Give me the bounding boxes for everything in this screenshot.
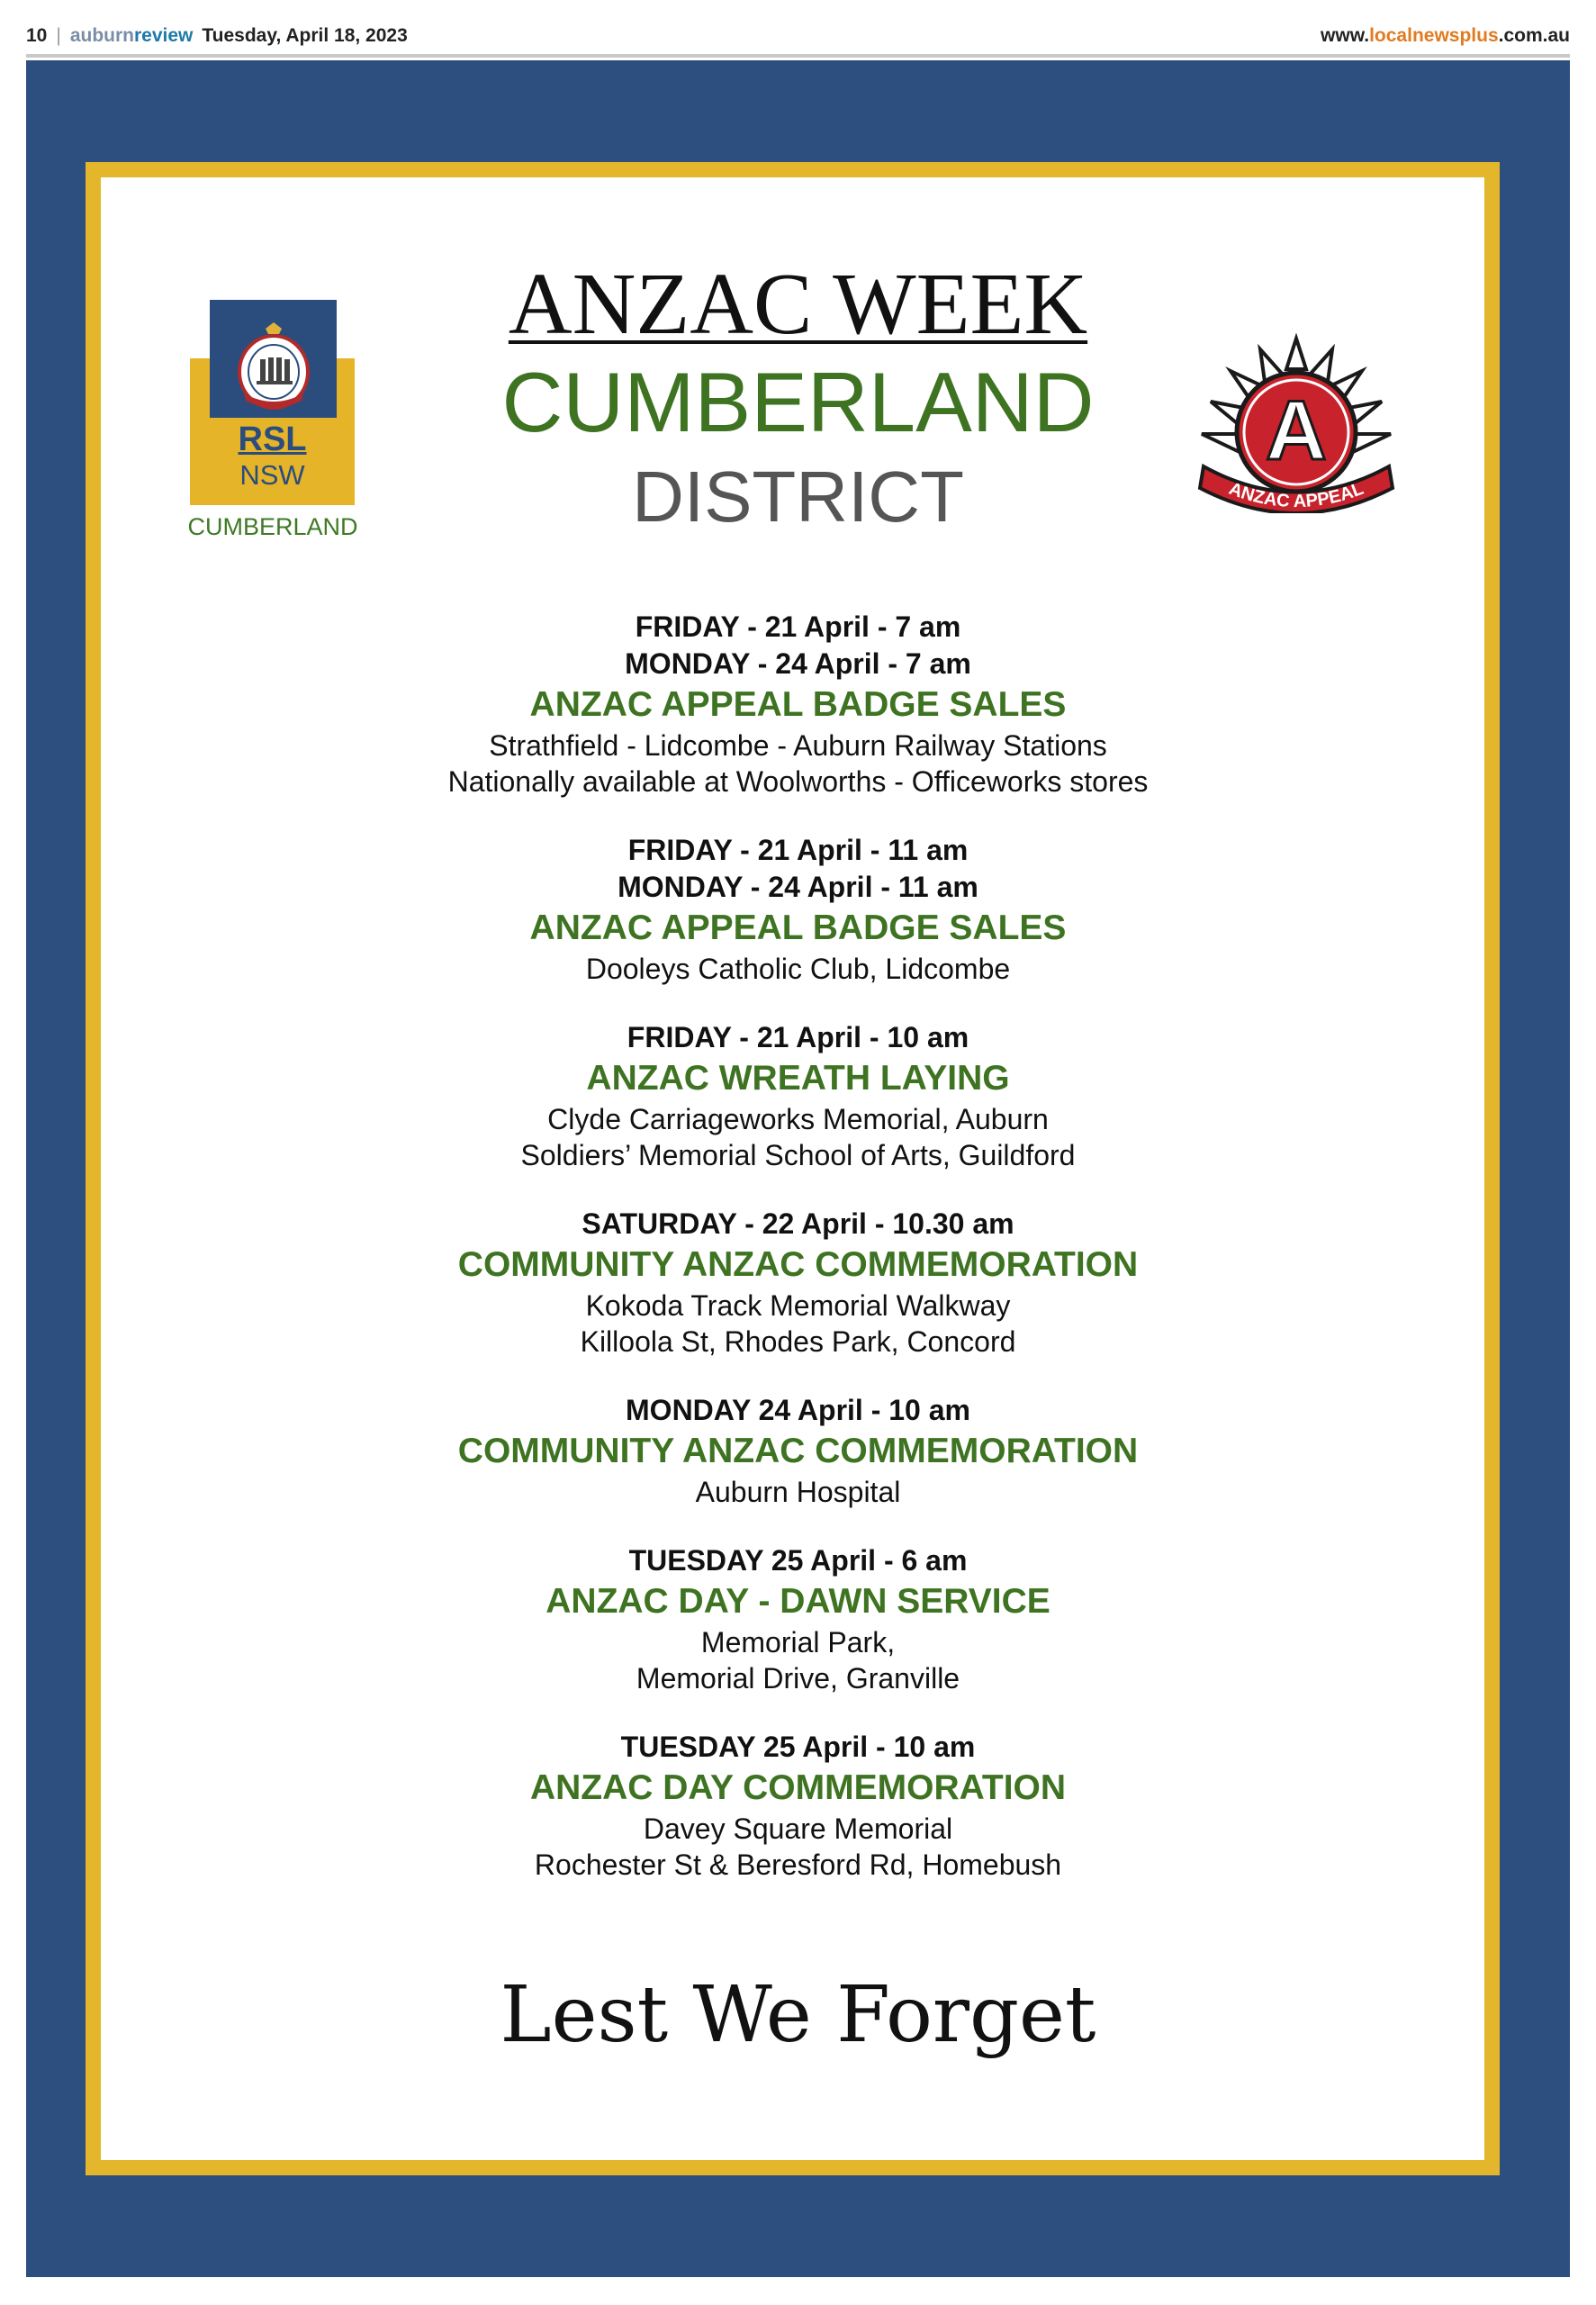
event-date: FRIDAY - 21 April - 7 am [635, 610, 961, 643]
header-left [26, 25, 408, 47]
page-header [26, 18, 1570, 54]
event-name: COMMUNITY ANZAC COMMEMORATION [457, 1245, 1139, 1284]
website-prefix: www. [1321, 25, 1370, 46]
event-date: FRIDAY - 21 April - 10 am [627, 1021, 969, 1053]
event-location: Memorial Park, [700, 1626, 896, 1659]
event-date: TUESDAY 25 April - 10 am [620, 1731, 976, 1763]
ad-title-text: ANZAC WEEK [508, 256, 1088, 353]
event-date: MONDAY 24 April - 10 am [626, 1394, 970, 1426]
closing-line: Lest We Forget [500, 1970, 1096, 2060]
ad-subtitle-district: DISTRICT [632, 456, 964, 537]
event-location: Rochester St & Beresford Rd, Homebush [534, 1849, 1062, 1881]
event-location: Auburn Hospital [695, 1476, 901, 1508]
website-link[interactable] [1321, 25, 1570, 47]
ad-subtitle: CUMBERLAND [501, 355, 1095, 449]
header-divider [26, 54, 1570, 58]
website-highlight: localnewsplus [1369, 25, 1499, 46]
appeal-logo-banner-text: ANZAC APPEAL [1226, 478, 1366, 512]
event-location: Davey Square Memorial [643, 1812, 953, 1845]
event-date: TUESDAY 25 April - 6 am [628, 1544, 968, 1577]
ad-title [0, 256, 1596, 353]
website-suffix: .com.au [1498, 25, 1570, 46]
event-name: ANZAC DAY - DAWN SERVICE [546, 1582, 1050, 1621]
event-item [0, 832, 1596, 987]
event-item [0, 1392, 1596, 1510]
event-name: ANZAC DAY COMMEMORATION [529, 1768, 1067, 1807]
event-location: Nationally available at Woolworths - Officeworks stores [447, 765, 1149, 798]
event-item [0, 1206, 1596, 1360]
event-location: Dooleys Catholic Club, Lidcombe [585, 953, 1011, 985]
event-location: Memorial Drive, Granville [636, 1662, 960, 1695]
publication-name-part1: auburn [69, 25, 134, 46]
event-name: ANZAC APPEAL BADGE SALES [529, 908, 1067, 947]
issue-date: Tuesday, April 18, 2023 [202, 25, 408, 46]
event-date: MONDAY - 24 April - 7 am [625, 647, 971, 680]
event-date: SATURDAY - 22 April - 10.30 am [582, 1207, 1014, 1240]
event-list [0, 609, 1596, 1915]
header-separator: | [56, 25, 61, 46]
event-item [0, 1729, 1596, 1883]
event-item [0, 1542, 1596, 1696]
publication-name-part2: review [134, 25, 194, 46]
event-date: MONDAY - 24 April - 11 am [618, 871, 978, 903]
page-number: 10 [26, 25, 48, 46]
event-name: COMMUNITY ANZAC COMMEMORATION [457, 1432, 1139, 1470]
rsl-logo-state: NSW [239, 459, 305, 491]
event-location: Killoola St, Rhodes Park, Concord [580, 1325, 1016, 1358]
event-name: ANZAC WREATH LAYING [586, 1059, 1010, 1098]
event-location: Kokoda Track Memorial Walkway [585, 1289, 1011, 1322]
event-date: FRIDAY - 21 April - 11 am [627, 834, 969, 866]
event-location: Soldiers’ Memorial School of Arts, Guildford [520, 1139, 1076, 1171]
appeal-logo-letter: A [1266, 383, 1327, 477]
event-name: ANZAC APPEAL BADGE SALES [529, 685, 1067, 724]
event-location: Clyde Carriageworks Memorial, Auburn [547, 1103, 1049, 1135]
rsl-logo-subbranch: CUMBERLAND [187, 513, 358, 540]
event-item [0, 609, 1596, 800]
publication-name [70, 25, 194, 47]
event-item [0, 1019, 1596, 1173]
event-location: Strathfield - Lidcombe - Auburn Railway Stations [489, 729, 1107, 762]
rsl-logo-title: RSL [238, 420, 307, 458]
